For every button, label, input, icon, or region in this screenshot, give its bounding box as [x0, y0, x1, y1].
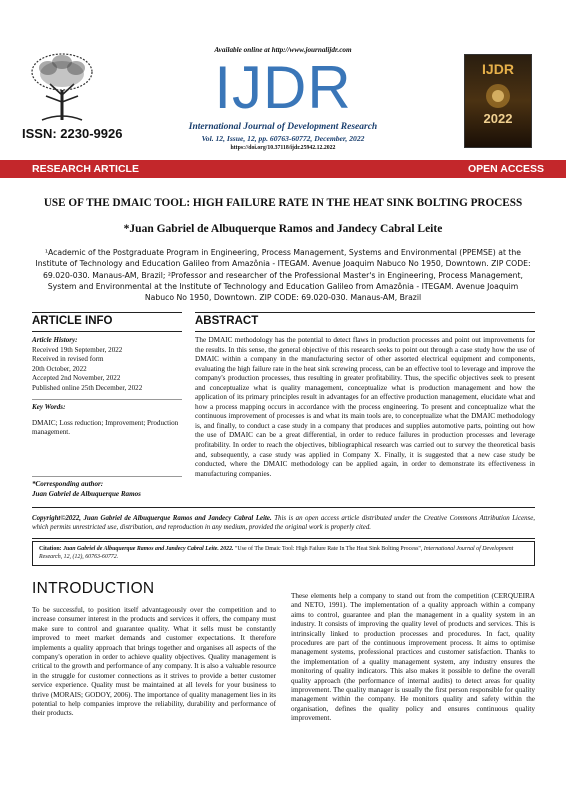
info-divider [32, 399, 182, 400]
keywords-block [32, 403, 182, 438]
history-line: 20th October, 2022 [32, 364, 87, 373]
research-article-label: RESEARCH ARTICLE [32, 163, 139, 175]
cover-year: 2022 [483, 111, 513, 126]
citation-journal: International Journal of Development Research, 12, (12), 60763-60772. [39, 546, 514, 560]
article-history-label: Article History: [32, 336, 78, 344]
copyright-notice [32, 514, 535, 532]
keywords: DMAIC; Loss reduction; Improvement; Production management. [32, 418, 179, 437]
info-divider [32, 476, 182, 477]
journal-cover-image [464, 54, 532, 148]
citation-authors: Juan Gabriel de Albuquerque Ramos and Jandecy Cabral Leite. 2022. [63, 546, 234, 552]
issn: ISSN: 2230-9926 [22, 126, 123, 141]
article-type-banner [0, 160, 566, 178]
volume-info: Vol. 12, Issue, 12, pp. 60763-60772, December, 2022 [201, 134, 365, 143]
copyright-holders: Copyright©2022, Juan Gabriel de Albuquerque Ramos and Jandecy Cabral Leite. [32, 515, 272, 522]
corresponding-author [32, 480, 182, 499]
citation-box [32, 541, 535, 566]
article-info-top-rule [32, 312, 182, 313]
cover-title: IJDR [482, 61, 514, 77]
open-access-label: OPEN ACCESS [467, 163, 544, 175]
keywords-label: Key Words: [32, 403, 66, 411]
section-divider [32, 507, 535, 508]
abstract-bottom-rule [195, 331, 535, 332]
corresponding-name: Juan Gabriel de Albuquerque Ramos [32, 489, 141, 498]
author-affiliations: ¹Academic of the Postgraduate Program in Engineering, Process Management, Systems and Environmental (PPEMSE) at the Institute of Technology and Education Galileo from Amazônia - ITEGAM. Avenue Joaquim Nabuco No 1950, Downtown. ZIP CODE: 69.020-030. Manaus-AM, Brazil; ²Professor and researcher of the Professional Master's in Engineering, Process Management, System and Environmental at the Institute of Technology and Education Galileo from Amazônia - ITEGAM. Avenue Joaquim Nabuco No 1950, Downtown. ZIP CODE: 69.020-030. Manaus-AM, Brazil [35, 248, 531, 303]
history-line: Received in revised form [32, 355, 104, 364]
article-info-bottom-rule [32, 331, 182, 332]
citation-title: "Use of The Dmaic Tool: High Failure Rate In The Heat Sink Bolting Process", [233, 546, 423, 552]
article-info-heading: ARTICLE INFO [32, 315, 113, 327]
history-line: Published online 25th December, 2022 [32, 383, 143, 392]
article-title: USE OF THE DMAIC TOOL: HIGH FAILURE RATE IN THE HEAT SINK BOLTING PROCESS [43, 197, 523, 209]
abstract-text: The DMAIC methodology has the potential to detect flaws in production processes and point out improvements for the results. In this sense, the general objective of this research seeks to point out through a case study how the use of DMAIC within a company in the manufacturing sector of other assorted electrical equipment and components, evaluating the high failure rate in the heat sink screwing process, can be an effective tool to leverage and improve the company's production processes, thus resulting in greater profitability. Thus, the specific objectives seek to present and conceptualize what is quality management, conceptualize what is production management and how the application of its primary principles result in advantages for an effective production management, elucidate what and how a process mapping occurs in accordance with the process engineering. To present and conceptualize what the continuous improvement of processes is and what its main tools are, to conceptualize what the DMAIC methodology is, and finally, to conduct a case study in a company that produces and supplies automotive parts, pointing out how the use of DMAIC can be a great differential, in order to reduce failures in production processes and leverage profitability. In order to reach the objectives, bibliographical research was carried out to survey the theoretical basis and, subsequently, a case study was applied in Company X. Finally, it is suggested that a new case study be conducted, where the DMAIC methodology can be applied again, in order to demonstrate its effectiveness in manufacturing companies. [195, 336, 535, 478]
doi-link[interactable]: https://doi.org/10.37118/ijdr.25942.12.2022 [230, 145, 336, 151]
journal-url: Available online at http://www.journalijdr.com [214, 46, 352, 54]
section-divider [32, 538, 535, 539]
article-history [32, 336, 182, 394]
journal-name: International Journal of Development Research [188, 122, 378, 132]
introduction-heading: INTRODUCTION [32, 580, 155, 597]
introduction-left-column: To be successful, to position itself advantageously over the competition and to increase consumer interest in the products and services it offers, the company must make sure to control and guarantee quality. What it sells must be constantly improved to meet market demands and customer expectations. It therefore implements a quality approach that brings together and organises all aspects of the company's operation in order to achieve quality objectives. Quality management is critical to the growth and performance of any company. It is also a valuable resource in the struggle for customer connections as it strives to provide a better customer service experience. Quality must be maintained at all levels for your business to thrive (MORAIS; GODOY, 2006). The importance of quality management lies in its potential to help companies improve the reliability, durability and performance of their products. [32, 606, 276, 718]
abstract-heading: ABSTRACT [195, 315, 259, 327]
journal-acronym-logo: IJDR [214, 54, 352, 121]
citation-label: Citation: [39, 546, 62, 552]
corresponding-label: *Corresponding author: [32, 480, 104, 488]
history-line: Received 19th September, 2022 [32, 345, 123, 354]
history-line: Accepted 2nd November, 2022 [32, 374, 121, 383]
copyright-license: This is an open access article distributed under the Creative Commons Attribution License, which permits unrestricted use, distribution, and reproduction in any medium, provided the original work is properly cited. [32, 515, 535, 531]
introduction-right-column: These elements help a company to stand out from the competition (CERQUEIRA and NETO, 1991). The implementation of a quality approach within a company aims to control, guarantee and plan the management in a quality system in an industry. It consists of improving the quality level of products and services. This is intrinsically linked to production processes and procedures. In fact, quality procedures are part of the continuous improvement process. It aims to optimise management systems, professional practices and customer satisfaction. Thanks to the implementation of a quality management system, any industry ensures the monitoring of quality indicators. This also makes it possible to define the overall quality approach (the performance of internal audits) to detect areas for quality improvement. The quality manager is usually the first person responsible for quality management within the company. He monitors quality and safety within the organisation, defines the quality policy and ensures continuous quality improvement. [291, 592, 535, 723]
abstract-top-rule [195, 312, 535, 313]
article-authors: *Juan Gabriel de Albuquerque Ramos and Jandecy Cabral Leite [123, 223, 443, 235]
